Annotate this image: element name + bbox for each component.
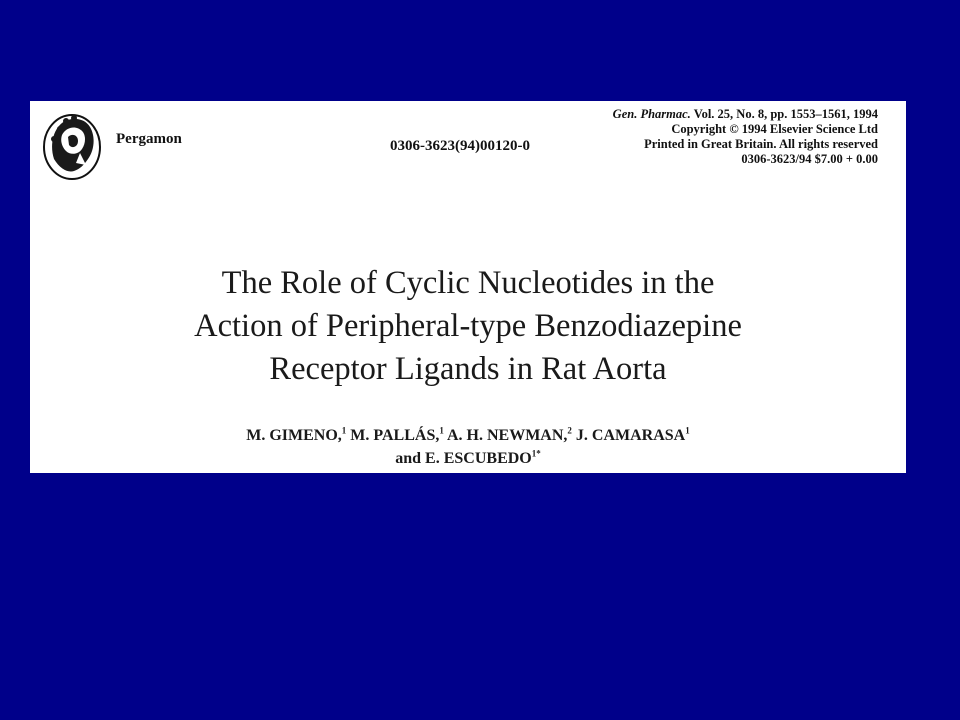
title-line: Action of Peripheral-type Benzodiazepine: [194, 308, 742, 344]
affiliation-marker: 1: [341, 425, 347, 436]
publication-info: [613, 107, 878, 167]
affiliation-marker: 2: [567, 425, 572, 436]
journal-name: Gen. Pharmac.: [612, 107, 691, 121]
author-name: M. PALLÁS,: [350, 427, 440, 444]
author-name: J. CAMARASA: [575, 427, 686, 444]
article-header-clipping: [30, 101, 906, 473]
price-code: 0306-3623/94 $7.00 + 0.00: [741, 152, 878, 166]
affiliation-marker: 1: [439, 425, 444, 436]
author-list: [30, 424, 906, 470]
author-line: [30, 447, 906, 470]
pergamon-logo-icon: [40, 107, 104, 183]
document-code: 0306-3623(94)00120-0: [390, 138, 530, 154]
copyright-line: Copyright © 1994 Elsevier Science Ltd: [671, 122, 878, 136]
author-name: M. GIMENO,: [246, 427, 342, 444]
journal-volume-pages: Vol. 25, No. 8, pp. 1553–1561, 1994: [693, 107, 878, 121]
publisher-name: Pergamon: [116, 131, 182, 147]
article-title: [30, 262, 906, 391]
affiliation-marker: 1*: [531, 448, 541, 459]
affiliation-marker: 1: [685, 425, 690, 436]
title-line: The Role of Cyclic Nucleotides in the: [221, 265, 715, 301]
journal-citation: [613, 107, 878, 122]
author-name: A. H. NEWMAN,: [446, 427, 568, 444]
title-line: Receptor Ligands in Rat Aorta: [269, 351, 667, 387]
author-line: [30, 424, 906, 447]
printed-line: Printed in Great Britain. All rights reserved: [644, 137, 878, 151]
author-name: and E. ESCUBEDO: [395, 450, 532, 467]
